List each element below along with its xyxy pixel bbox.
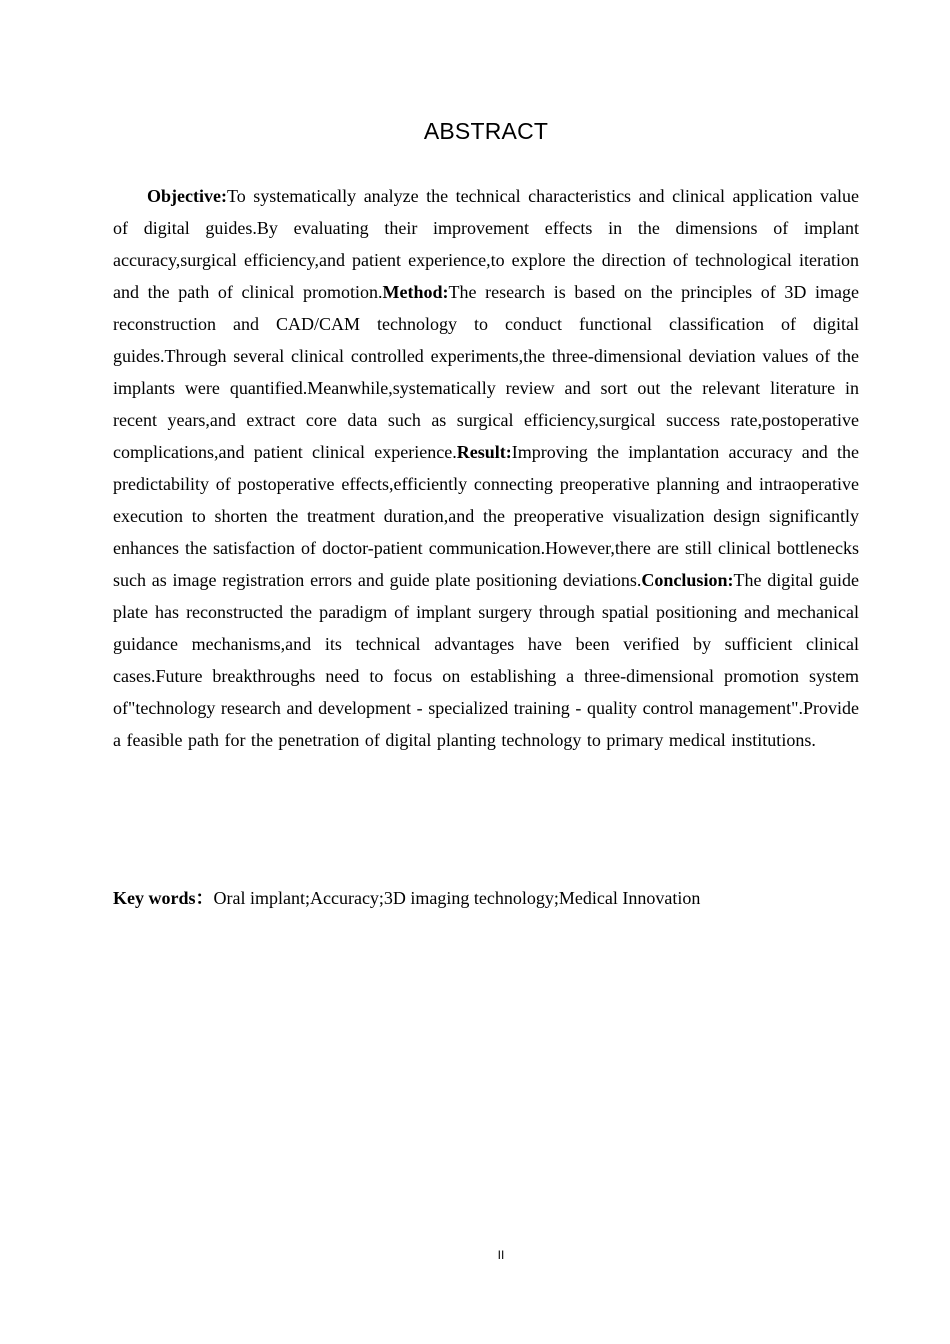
- objective-label: Objective:: [147, 186, 227, 206]
- keywords-line: [113, 882, 859, 914]
- objective-text: To systematically analyze the technical characteristics and clinical application value of digital guides.By evaluating their improvement effects in the dimensions of implant accuracy,surgical efficiency,and patient experience,to explore the direction of technological iteration and the path of clinical promotion.: [113, 186, 859, 302]
- result-label: Result:: [456, 442, 512, 462]
- keywords-label: [113, 888, 214, 908]
- page-number: II: [497, 1248, 505, 1262]
- keywords-colon: ：: [195, 888, 214, 908]
- result-text: Improving the implantation accuracy and the predictability of postoperative effects,efficiently connecting preoperative planning and intraoperative execution to shorten the treatment duration,and the preoperative visualization design significantly enhances the satisfaction of doctor-patient communication.However,there are still clinical bottlenecks such as image registration errors and guide plate positioning deviations.: [113, 442, 859, 590]
- conclusion-label: Conclusion:: [641, 570, 734, 590]
- conclusion-text: The digital guide plate has reconstructed the paradigm of implant surgery through spatial positioning and mechanical guidance mechanisms,and its technical advantages have been verified by sufficient clinical cases.Future breakthroughs need to focus on establishing a three-dimensional promotion system of"technology research and development - specialized training - quality control management".Provide a feasible path for the penetration of digital planting technology to primary medical institutions.: [113, 570, 859, 750]
- abstract-title: ABSTRACT: [423, 118, 549, 144]
- keywords-label-text: Key words: [113, 888, 196, 908]
- method-label: Method:: [382, 282, 449, 302]
- method-text: The research is based on the principles of 3D image reconstruction and CAD/CAM technology to conduct functional classification of digital guides.Through several clinical controlled experiments,the three-dimensional deviation values of the implants were quantified.Meanwhile,systematically review and sort out the relevant literature in recent years,and extract core data such as surgical efficiency,surgical success rate,postoperative complications,and patient clinical experience.: [113, 282, 859, 462]
- keywords-text: Oral implant;Accuracy;3D imaging technology;Medical Innovation: [213, 888, 701, 908]
- abstract-paragraph: [113, 180, 859, 756]
